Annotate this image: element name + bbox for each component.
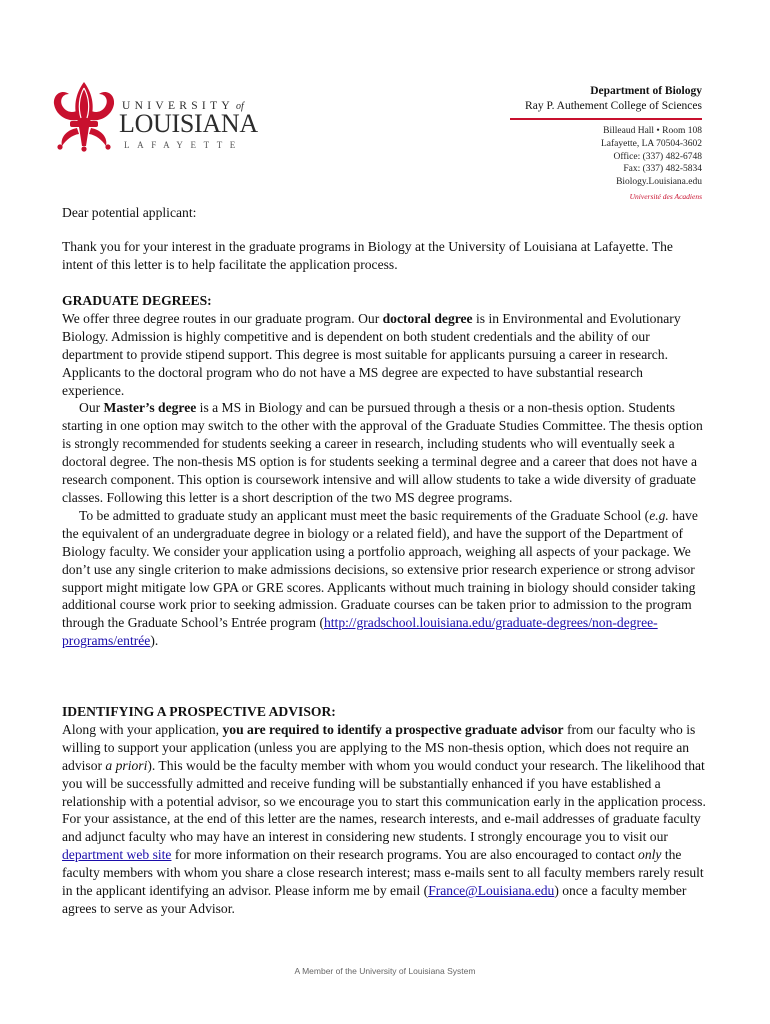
- section-heading: IDENTIFYING A PROSPECTIVE ADVISOR:: [62, 704, 336, 719]
- salutation: Dear potential applicant:: [62, 205, 197, 220]
- office-phone: Office: (337) 482-6748: [613, 151, 702, 162]
- department-name: Department of Biology: [590, 85, 702, 97]
- address-line-2: Lafayette, LA 70504-3602: [600, 138, 702, 149]
- advisor-section: [62, 703, 706, 918]
- logo-wordmark-main: LOUISIANA: [119, 109, 258, 138]
- doctoral-paragraph: We offer three degree routes in our graduate program. Our doctoral degree is in Environmental and Evolutionary Biology. Admission is highly competitive and is dependent on both student credentials and the ability of our department to provide stipend support. This degree is most suitable for applicants pursuing a career in research. Applicants to the doctoral program who do not have a MS degree are expected to have substantial research experience.: [62, 310, 681, 398]
- logo-wordmark-sub: LAFAYETTE: [124, 140, 243, 150]
- email-link[interactable]: France@Louisiana.edu: [428, 883, 555, 899]
- admission-paragraph: To be admitted to graduate study an applicant must meet the basic requirements of the Graduate School (e.g. have the equivalent of an undergraduate degree in biology or a related field), and have the support of the Department of Biology faculty. We consider your application using a portfolio approach, weighing all aspects of your package. We don’t use any single criterion to make admissions decisions, so extensive prior research experience or strong advisor support might mitigate low GPA or GRE scores. Applicants without much training in biology should consider taking additional course work prior to seeking admission. Graduate courses can be taken prior to admission to the program through the Graduate School’s Entrée program (http://gradschool.louisiana.edu/graduate-degrees/non-degree-programs/entrée).: [62, 507, 698, 649]
- section-heading: GRADUATE DEGREES:: [62, 293, 212, 308]
- address-line-1: Billeaud Hall • Room 108: [603, 126, 702, 136]
- header-divider: [510, 118, 702, 120]
- department-block: [525, 84, 702, 114]
- intro-paragraph: Thank you for your interest in the graduate programs in Biology at the University of Louisiana at Lafayette. The intent of this letter is to help facilitate the application process.: [62, 239, 673, 272]
- entree-program-link[interactable]: http://gradschool.louisiana.edu/graduate-degrees/non-degree-programs/entrée: [62, 615, 658, 649]
- college-name: Ray P. Authement College of Sciences: [525, 100, 702, 112]
- motto: Université des Acadiens: [629, 192, 702, 201]
- university-logo: [48, 80, 263, 160]
- advisor-paragraph: Along with your application, you are required to identify a prospective graduate advisor from our faculty who is willing to support your application (unless you are applying to the MS non-thesis option, which does not require an advisor a priori). This would be the faculty member with whom you would conduct your research. The likelihood that you will be successfully admitted and receive funding will be substantially enhanced if you have established a relationship with a potential advisor, so we encourage you to start this communication early in the application process. For your assistance, at the end of this letter are the names, research interests, and e-mail addresses of graduate faculty and adjunct faculty who may have an interest in considering new students. I strongly encourage you to visit our department web site for more information on their research programs. You are also encouraged to contact only the faculty members with whom you share a close research interest; mass e-mails sent to all faculty members rarely result in the applicant identifying an advisor. Please inform me by email (France@Louisiana.edu) once a faculty member agrees to serve as your Advisor.: [62, 721, 706, 916]
- masters-paragraph: Our Master’s degree is a MS in Biology and can be pursued through a thesis or a non-thesis option. Students starting in one option may switch to the other with the approval of the Graduate Studies Committee. The thesis option is strongly recommended for students seeking a career in research, including students who will eventually seek a doctoral degree. The non-thesis MS option is for students seeking a terminal degree and a career that does not have a research component. This option is coursework intensive and will allow students to take a wide diversity of graduate classes. Following this letter is a short description of the two MS degree programs.: [62, 400, 703, 505]
- logo-wordmark-top: UNIVERSITY of: [122, 100, 244, 112]
- footer: A Member of the University of Louisiana System: [294, 966, 476, 976]
- graduate-degrees-section: [62, 292, 706, 650]
- department-website: Biology.Louisiana.edu: [616, 177, 702, 188]
- contact-block: [601, 125, 702, 189]
- fax-number: Fax: (337) 482-5834: [623, 164, 702, 175]
- department-website-link[interactable]: department web site: [62, 847, 172, 863]
- fleur-de-lis-icon: [48, 80, 120, 158]
